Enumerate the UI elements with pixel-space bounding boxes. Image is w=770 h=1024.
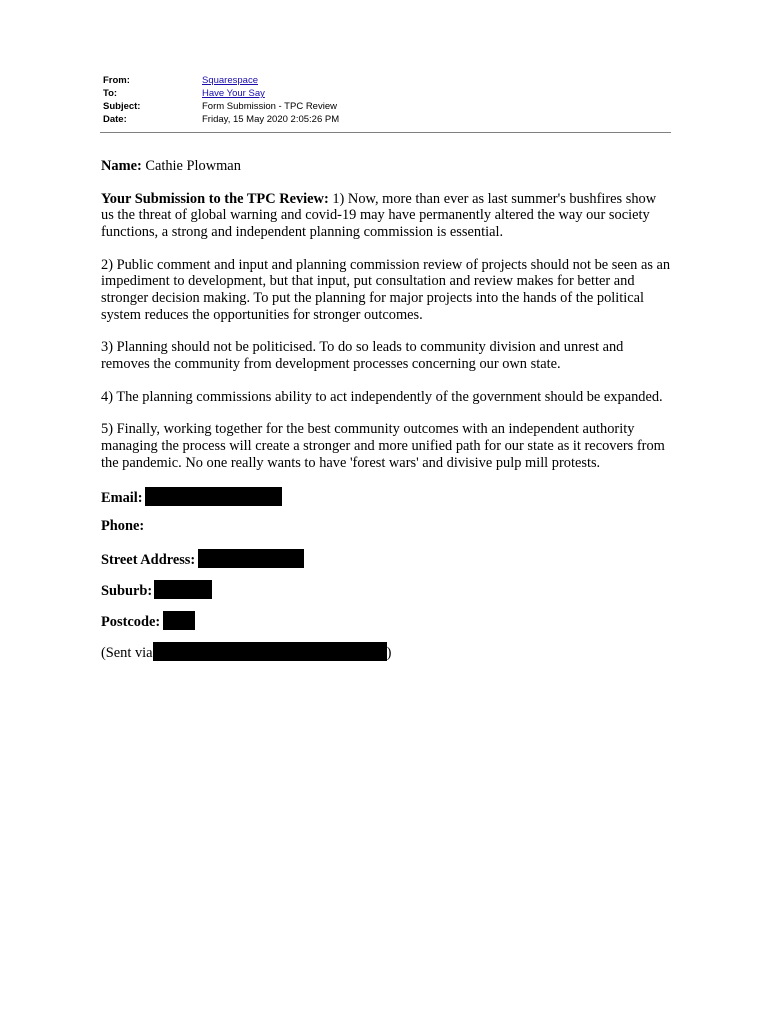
sent-via-suffix: ) (386, 645, 392, 662)
suburb-field-row (101, 580, 671, 611)
name-label: Name: (101, 158, 142, 174)
phone-label: Phone: (101, 518, 145, 535)
email-redaction (145, 487, 282, 506)
email-label: Email: (101, 490, 143, 507)
phone-field-row (101, 518, 671, 549)
submission-point-3: 3) Planning should not be politicised. To do so leads to community division and unrest and removes the community from development processes concerning our own state. (101, 339, 624, 372)
to-link[interactable]: Have Your Say (202, 88, 265, 99)
suburb-label: Suburb: (101, 583, 153, 600)
email-header (103, 74, 671, 126)
date-value: Friday, 15 May 2020 2:05:26 PM (202, 114, 340, 125)
submission-point-5: 5) Finally, working together for the best community outcomes with an independent authority managing the process will create a stronger and more unified path for our state as it recovers from the pandemic. No one really wants to have 'forest wars' and divisive pulp mill protests. (101, 421, 665, 471)
name-line (101, 158, 671, 175)
sent-via-prefix: (Sent via (101, 645, 153, 662)
email-field-row (101, 487, 671, 518)
header-subject-row (103, 100, 671, 113)
email-body (101, 158, 671, 673)
from-link[interactable]: Squarespace (202, 75, 258, 86)
submission-point-1 (101, 191, 671, 241)
from-label: From: (103, 75, 130, 86)
street-field-row (101, 549, 671, 580)
header-from-row (103, 74, 671, 87)
submission-point-4: 4) The planning commissions ability to act independently of the government should be expanded. (101, 388, 663, 405)
point-1-text: 1) Now, more than ever as last summer's bushfires show us the threat of global warning and covid-19 may have permanently altered the way our society functions, a strong and independent planning commission is essential. (101, 190, 657, 240)
name-value: Cathie Plowman (141, 158, 241, 174)
sent-via-row (101, 642, 671, 673)
postcode-redaction (163, 611, 195, 630)
street-redaction (198, 549, 304, 568)
subject-label: Subject: (103, 101, 141, 112)
street-label: Street Address: (101, 552, 196, 569)
submission-point-2: 2) Public comment and input and planning commission review of projects should not be seen as an impediment to development, but that input, put consultation and review makes for better and stronger decision making. To put the planning for major projects into the hands of the political system reduces the opportunities for stronger outcomes. (101, 256, 671, 323)
header-to-row (103, 87, 671, 100)
to-label: To: (103, 88, 118, 99)
postcode-field-row (101, 611, 671, 642)
header-divider (100, 132, 671, 133)
submission-label: Your Submission to the TPC Review: (101, 190, 329, 207)
postcode-label: Postcode: (101, 614, 161, 631)
subject-value: Form Submission - TPC Review (202, 101, 337, 112)
suburb-redaction (154, 580, 212, 599)
sent-via-redaction (153, 642, 387, 661)
date-label: Date: (103, 114, 127, 125)
header-date-row (103, 113, 671, 126)
